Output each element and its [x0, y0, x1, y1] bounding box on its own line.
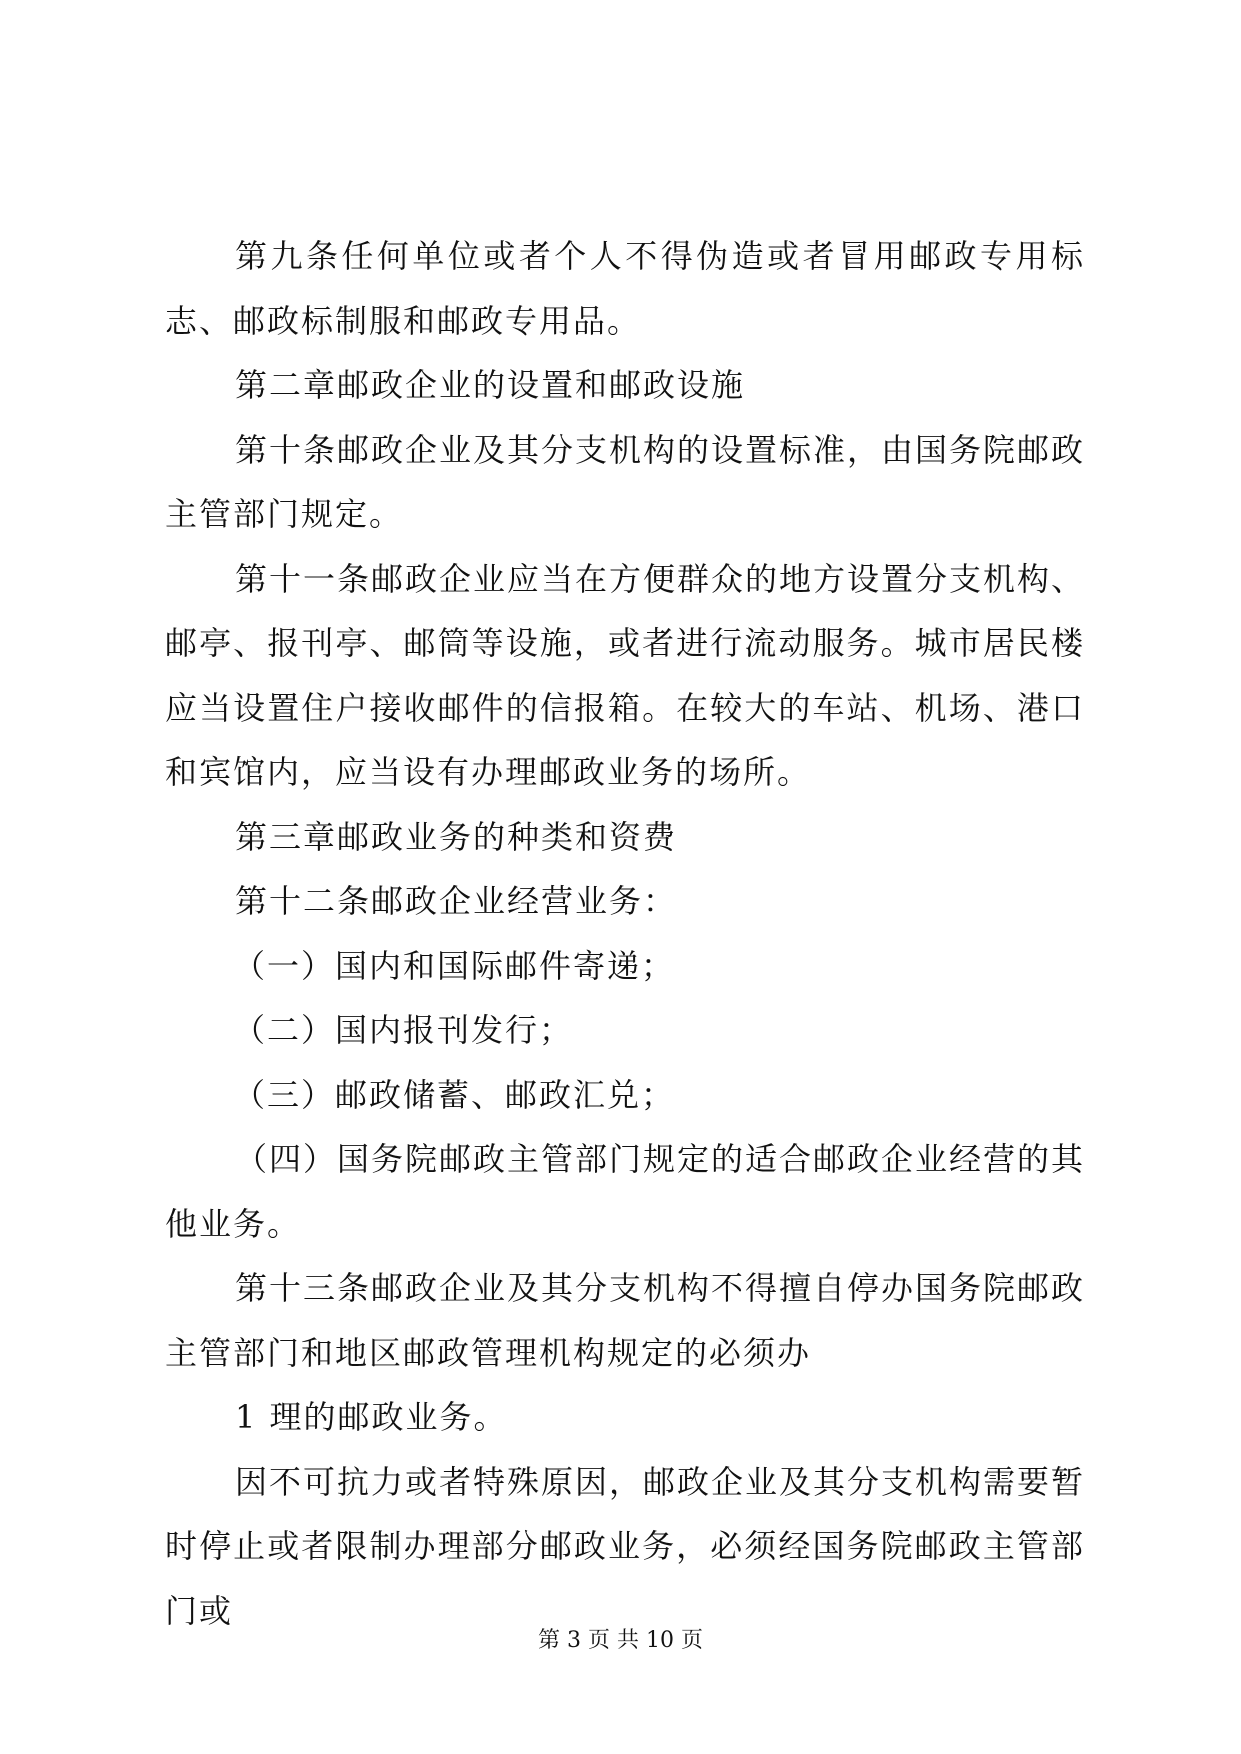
page-footer: 第 3 页 共 10 页	[538, 1628, 703, 1653]
paragraph: 第十三条邮政企业及其分支机构不得擅自停办国务院邮政主管部门和地区邮政管理机构规定的必须办	[165, 1269, 1086, 1372]
paragraph: 第十一条邮政企业应当在方便群众的地方设置分支机构、邮亭、报刊亭、邮筒等设施，或者进行流动服务。城市居民楼应当设置住户接收邮件的信报箱。在较大的车站、机场、港口和宾馆内，应当设有办理邮政业务的场所。	[165, 559, 1086, 791]
chapter-heading: 第三章邮政业务的种类和资费	[235, 817, 678, 856]
paragraph: 第十二条邮政企业经营业务：	[235, 882, 678, 920]
paragraph: 第十条邮政企业及其分支机构的设置标准，由国务院邮政主管部门规定。	[165, 430, 1086, 533]
paragraph: 因不可抗力或者特殊原因，邮政企业及其分支机构需要暂时停止或者限制办理部分邮政业务，必须经国务院邮政主管部门或	[165, 1462, 1086, 1630]
chapter-heading: 第二章邮政企业的设置和邮政设施	[235, 366, 746, 404]
list-item: （一）国内和国际邮件寄递；	[233, 946, 676, 985]
list-item: （三）邮政储蓄、邮政汇兑；	[233, 1075, 676, 1114]
document-body	[165, 224, 1085, 1643]
paragraph: 第九条任何单位或者个人不得伪造或者冒用邮政专用标志、邮政标制服和邮政专用品。	[165, 237, 1085, 340]
list-item: （二）国内报刊发行；	[233, 1011, 574, 1049]
list-item: （四）国务院邮政主管部门规定的适合邮政企业经营的其他业务。	[165, 1140, 1086, 1243]
paragraph: 1 理的邮政业务。	[235, 1398, 508, 1436]
